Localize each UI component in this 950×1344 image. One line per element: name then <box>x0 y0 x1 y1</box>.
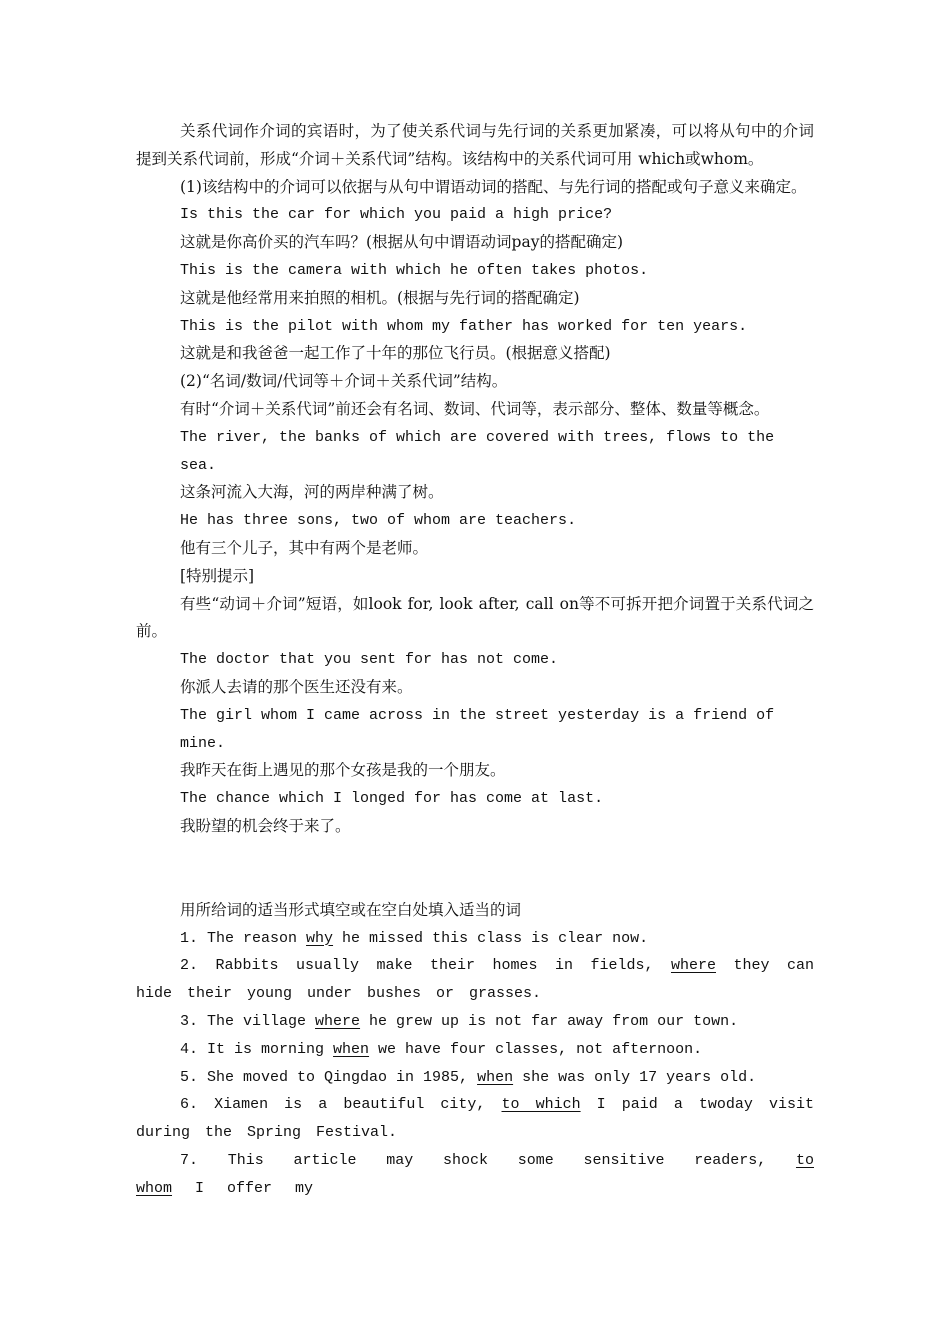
question-7-prefix: 7. This article may shock some sensitive readers, <box>180 1151 796 1169</box>
exercise-question-3 <box>136 1008 814 1036</box>
question-6-suffix: I paid a twoday visit during the Spring Festival. <box>136 1096 814 1142</box>
question-4-prefix: 4. It is morning <box>180 1040 334 1058</box>
question-2-prefix: 2. Rabbits usually make their homes in fields, <box>180 957 671 975</box>
example-1-chinese: 这就是你高价买的汽车吗？(根据从句中谓语动词pay的搭配确定) <box>180 233 624 252</box>
example-1-english: Is this the car for which you paid a high price? <box>180 206 613 224</box>
exercise-question-1 <box>136 925 814 953</box>
example-3-english: This is the pilot with whom my father has worked for ten years. <box>180 317 748 335</box>
question-7-suffix: I offer my <box>172 1179 314 1197</box>
question-1-prefix: 1. The reason <box>180 929 307 947</box>
intro-paragraph-4: 有时“介词＋关系代词”前还会有名词、数词、代词等，表示部分、整体、数量等概念。 <box>180 399 770 418</box>
question-1-suffix: he missed this class is clear now. <box>333 929 649 947</box>
intro-paragraph-2: (1)该结构中的介词可以依据与从句中谓语动词的搭配、与先行词的搭配或句子意义来确定。 <box>180 177 807 196</box>
example-3-chinese: 这就是和我爸爸一起工作了十年的那位飞行员。(根据意义搭配) <box>180 344 611 363</box>
example-4-english: The river, the banks of which are covered with trees, flows to the sea. <box>180 428 775 474</box>
example-2-chinese: 这就是他经常用来拍照的相机。(根据与先行词的搭配确定) <box>180 288 580 307</box>
question-3-answer: where <box>315 1012 361 1030</box>
exercise-question-2 <box>136 952 814 1008</box>
question-5-prefix: 5. She moved to Qingdao in 1985, <box>180 1068 478 1086</box>
exercise-heading: 用所给词的适当形式填空或在空白处填入适当的词 <box>180 900 522 919</box>
exercise-question-5 <box>136 1064 814 1092</box>
intro-paragraph-1: 关系代词作介词的宾语时，为了使关系代词与先行词的关系更加紧凑，可以将从句中的介词提到关系代词前，形成“介词＋关系代词”结构。该结构中的关系代词可用 which或whom。 <box>136 122 814 168</box>
example-7-english: The girl whom I came across in the street yesterday is a friend of mine. <box>180 706 775 752</box>
example-8-english: The chance which I longed for has come at last. <box>180 790 604 808</box>
example-6-english: The doctor that you sent for has not come. <box>180 651 559 669</box>
question-7-answer: to whom <box>136 1151 814 1197</box>
example-4-chinese: 这条河流入大海，河的两岸种满了树。 <box>180 483 444 502</box>
exercise-question-4 <box>136 1036 814 1064</box>
example-6-chinese: 你派人去请的那个医生还没有来。 <box>180 677 413 696</box>
example-2-english: This is the camera with which he often takes photos. <box>180 261 649 279</box>
intro-paragraph-5: 有些“动词＋介词”短语，如look for, look after, call on等不可拆开把介词置于关系代词之前。 <box>136 594 814 641</box>
question-5-suffix: she was only 17 years old. <box>513 1068 757 1086</box>
question-6-answer: to which <box>501 1096 581 1114</box>
section-spacer <box>136 841 814 897</box>
question-3-suffix: he grew up is not far away from our town. <box>360 1012 739 1030</box>
example-8-chinese: 我盼望的机会终于来了。 <box>180 816 351 835</box>
question-1-answer: why <box>306 929 334 947</box>
intro-paragraph-3: (2)“名词/数词/代词等＋介词＋关系代词”结构。 <box>180 372 508 391</box>
exercise-question-7 <box>136 1147 814 1203</box>
question-4-answer: when <box>333 1040 370 1058</box>
example-5-english: He has three sons, two of whom are teachers. <box>180 512 577 530</box>
question-3-prefix: 3. The village <box>180 1012 316 1030</box>
example-5-chinese: 他有三个儿子，其中有两个是老师。 <box>180 538 429 557</box>
question-2-answer: where <box>670 957 716 975</box>
example-7-chinese: 我昨天在街上遇见的那个女孩是我的一个朋友。 <box>180 761 506 780</box>
question-4-suffix: we have four classes, not afternoon. <box>369 1040 703 1058</box>
question-6-prefix: 6. Xiamen is a beautiful city, <box>180 1096 502 1114</box>
document-page <box>136 118 814 1202</box>
special-tip-heading: [特别提示] <box>180 566 255 585</box>
question-2-suffix: they can hide their young under bushes or grasses. <box>136 957 814 1003</box>
exercise-question-6 <box>136 1091 814 1147</box>
question-5-answer: when <box>477 1068 514 1086</box>
